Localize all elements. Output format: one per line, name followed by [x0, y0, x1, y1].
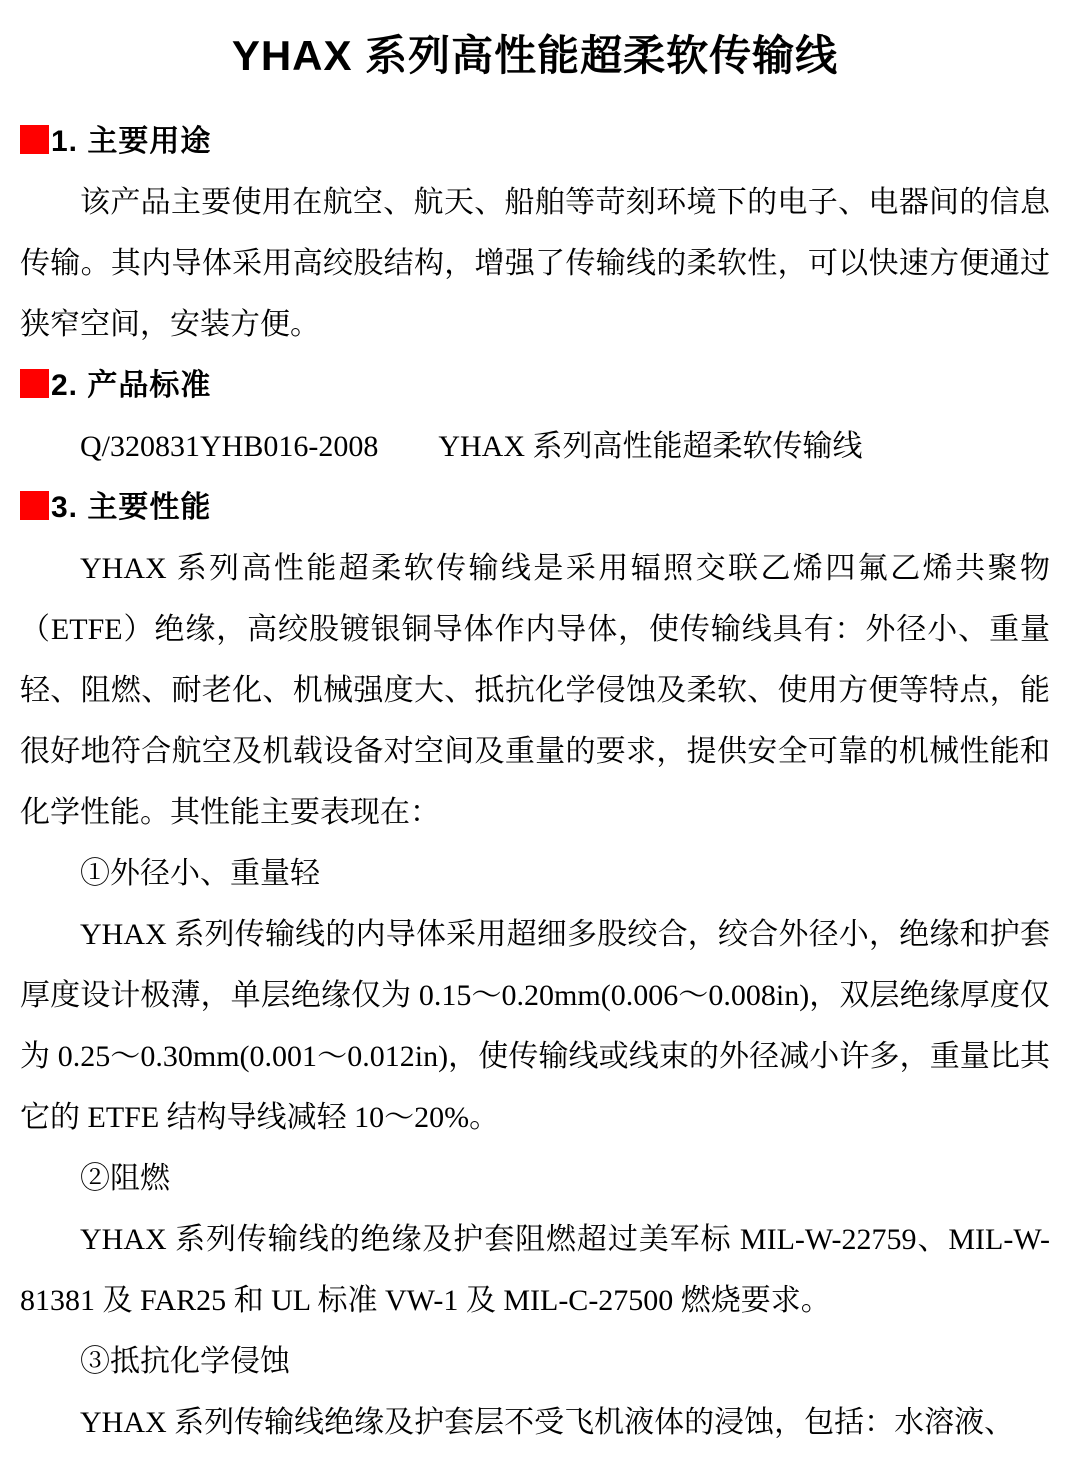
red-square-icon: [20, 125, 49, 154]
red-square-icon: [20, 369, 49, 398]
paragraph-standard-number: Q/320831YHB016-2008 YHAX 系列高性能超柔软传输线: [80, 430, 863, 463]
paragraph-main-use: 该产品主要使用在航空、航天、船舶等苛刻环境下的电子、电器间的信息传输。其内导体采用高绞股结构，增强了传输线的柔软性，可以快速方便通过狭窄空间，安装方便。: [20, 186, 1050, 341]
section-heading-main-use-label: 1. 主要用途: [51, 125, 212, 158]
section-heading-product-standard: [20, 355, 1050, 416]
subitem-3-chemical-resistance: ③抵抗化学侵蚀: [80, 1345, 290, 1378]
paragraph-small-diameter-detail: YHAX 系列传输线的内导体采用超细多股绞合，绞合外径小，绝缘和护套厚度设计极薄，单层绝缘仅为 0.15～0.20mm(0.006～0.008in)，双层绝缘厚度仅为 0.25～0.30mm(0.001～0.012in)，使传输线或线束的外径减小许多，重量比其它的 ETFE 结构导线减轻 10～20%。: [20, 918, 1050, 1134]
page-title: YHAX 系列高性能超柔软传输线: [231, 32, 839, 79]
paragraph-flame-retardant-detail: YHAX 系列传输线的绝缘及护套阻燃超过美军标 MIL-W-22759、MIL-W-81381 及 FAR25 和 UL 标准 VW-1 及 MIL-C-27500 燃烧要求。: [20, 1223, 1050, 1317]
red-square-icon: [20, 491, 49, 520]
section-heading-main-use: [20, 111, 1050, 172]
section-heading-product-standard-label: 2. 产品标准: [51, 369, 212, 402]
subitem-1-small-diameter-light-weight: ①外径小、重量轻: [80, 857, 320, 890]
section-heading-main-performance: [20, 477, 1050, 538]
paragraph-chemical-resistance-detail: YHAX 系列传输线绝缘及护套层不受飞机液体的浸蚀，包括：水溶液、: [80, 1406, 1015, 1439]
paragraph-performance-overview: YHAX 系列高性能超柔软传输线是采用辐照交联乙烯四氟乙烯共聚物（ETFE）绝缘，高绞股镀银铜导体作内导体，使传输线具有：外径小、重量轻、阻燃、耐老化、机械强度大、抵抗化学侵蚀及柔软、使用方便等特点，能很好地符合航空及机载设备对空间及重量的要求，提供安全可靠的机械性能和化学性能。其性能主要表现在：: [20, 552, 1050, 829]
section-heading-main-performance-label: 3. 主要性能: [51, 491, 212, 524]
subitem-2-flame-retardant: ②阻燃: [80, 1162, 170, 1195]
